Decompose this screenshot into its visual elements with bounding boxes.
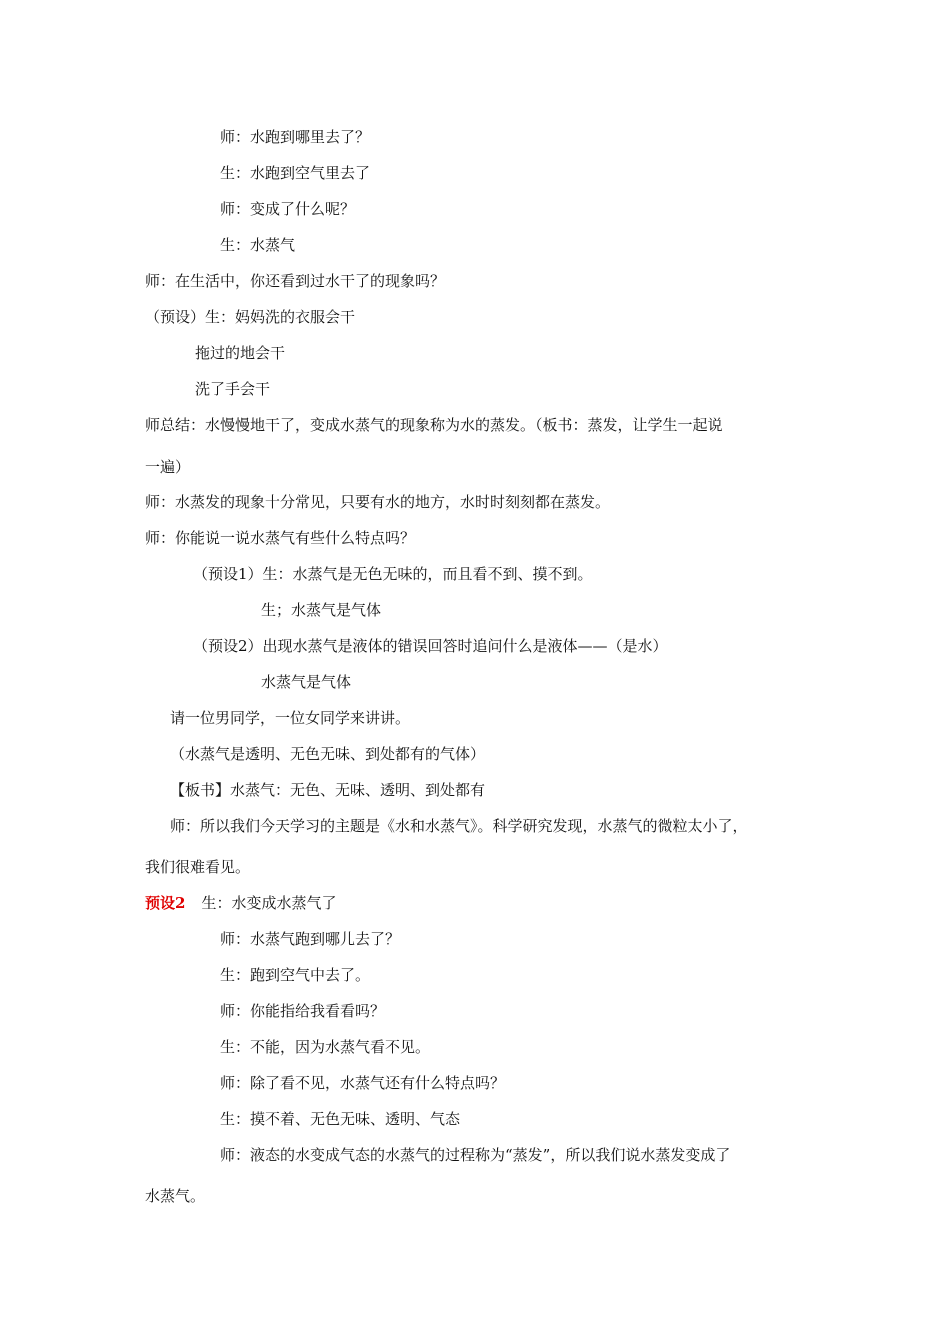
dialogue-line: 师：水跑到哪里去了？ <box>220 128 371 146</box>
dialogue-line: 师：你能说一说水蒸气有些什么特点吗？ <box>145 529 416 547</box>
dialogue-line: 生：水跑到空气里去了 <box>220 164 371 182</box>
preset-label: 预设2 <box>145 894 186 912</box>
dialogue-line: 水蒸气。 <box>145 1187 206 1205</box>
dialogue-line: 洗了手会干 <box>195 380 271 398</box>
preset-heading-line <box>145 893 336 913</box>
dialogue-line: 师总结：水慢慢地干了，变成水蒸气的现象称为水的蒸发。（板书：蒸发，让学生一起说 <box>145 416 723 434</box>
dialogue-line: 师：除了看不见，水蒸气还有什么特点吗？ <box>220 1074 506 1092</box>
dialogue-line: 师：所以我们今天学习的主题是《水和水蒸气》。科学研究发现，水蒸气的微粒太小了， <box>170 817 748 835</box>
dialogue-line: 请一位男同学，一位女同学来讲讲。 <box>170 709 411 727</box>
dialogue-line: （水蒸气是透明、无色无味、到处都有的气体） <box>170 745 486 763</box>
dialogue-line: （预设）生：妈妈洗的衣服会干 <box>145 308 356 326</box>
dialogue-line: 师：液态的水变成气态的水蒸气的过程称为“蒸发”，所以我们说水蒸发变成了 <box>220 1146 731 1164</box>
dialogue-line: 拖过的地会干 <box>195 344 286 362</box>
dialogue-line: 水蒸气是气体 <box>261 673 352 691</box>
dialogue-line: 师：水蒸气跑到哪儿去了？ <box>220 930 401 948</box>
dialogue-line: 【板书】水蒸气：无色、无味、透明、到处都有 <box>170 781 486 799</box>
dialogue-line: 师：在生活中，你还看到过水干了的现象吗？ <box>145 272 446 290</box>
dialogue-line: 我们很难看见。 <box>145 858 251 876</box>
dialogue-line: 生：水变成水蒸气了 <box>201 894 337 912</box>
dialogue-line: 师：你能指给我看看吗？ <box>220 1002 386 1020</box>
dialogue-line: （预设2）出现水蒸气是液体的错误回答时追问什么是液体——（是水） <box>193 637 668 655</box>
dialogue-line: 生：跑到空气中去了。 <box>220 966 371 984</box>
dialogue-line: （预设1）生：水蒸气是无色无味的，而且看不到、摸不到。 <box>193 565 593 583</box>
dialogue-line: 师：变成了什么呢？ <box>220 200 356 218</box>
dialogue-line: 一遍） <box>145 458 191 476</box>
dialogue-line: 师：水蒸发的现象十分常见，只要有水的地方，水时时刻刻都在蒸发。 <box>145 493 611 511</box>
dialogue-line: 生：不能，因为水蒸气看不见。 <box>220 1038 431 1056</box>
dialogue-line: 生；水蒸气是气体 <box>261 601 382 619</box>
dialogue-line: 生：水蒸气 <box>220 236 296 254</box>
dialogue-line: 生：摸不着、无色无味、透明、气态 <box>220 1110 461 1128</box>
